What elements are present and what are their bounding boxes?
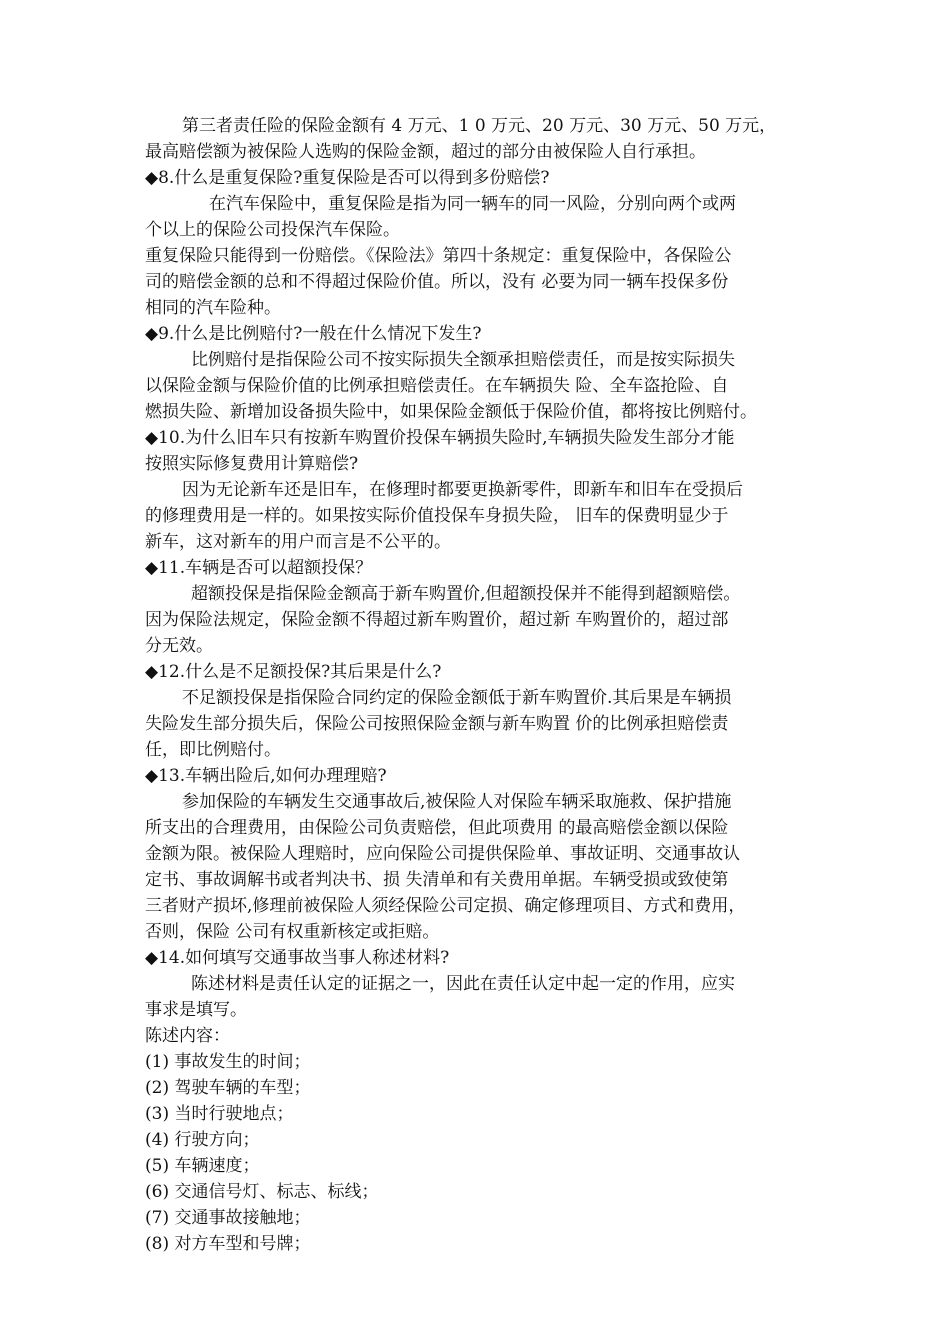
- text-line: 因为无论新车还是旧车，在修理时都要更换新零件，即新车和旧车在受损后: [182, 480, 743, 500]
- heading-line: ◆14.如何填写交通事故当事人称述材料?: [145, 948, 450, 968]
- text-line: 新车，这对新车的用户而言是不公平的。: [145, 532, 451, 552]
- heading-line: 按照实际修复费用计算赔偿?: [145, 454, 359, 474]
- text-line: 所支出的合理费用，由保险公司负责赔偿，但此项费用 的最高赔偿金额以保险: [145, 818, 729, 838]
- paragraph: [145, 971, 810, 1023]
- list-item: (5) 车辆速度；: [145, 1156, 260, 1176]
- text-line: 的修理费用是一样的。如果按实际价值投保车身损失险， 旧车的保费明显少于: [145, 506, 729, 526]
- heading-line: ◆10.为什么旧车只有按新车购置价投保车辆损失险时,车辆损失险发生部分才能: [145, 428, 735, 448]
- question-heading: [145, 555, 810, 581]
- text-line: 司的赔偿金额的总和不得超过保险价值。所以，没有 必要为同一辆车投保多份: [145, 272, 729, 292]
- heading-line: ◆13.车辆出险后,如何办理理赔?: [145, 766, 387, 786]
- paragraph: [145, 581, 810, 659]
- text-line: 陈述材料是责任认定的证据之一，因此在责任认定中起一定的作用，应实: [191, 974, 735, 994]
- question-heading: [145, 659, 810, 685]
- text-line: 最高赔偿额为被保险人选购的保险金额，超过的部分由被保险人自行承担。: [145, 142, 706, 162]
- text-line: 分无效。: [145, 636, 213, 656]
- paragraph: [145, 1023, 810, 1049]
- text-line: 因为保险法规定，保险金额不得超过新车购置价，超过新 车购置价的，超过部: [145, 610, 729, 630]
- text-line: 事求是填写。: [145, 1000, 247, 1020]
- text-line: 陈述内容：: [145, 1026, 230, 1046]
- question-heading: [145, 763, 810, 789]
- text-line: 否则，保险 公司有权重新核定或拒赔。: [145, 922, 440, 942]
- question-heading: [145, 425, 810, 477]
- text-line: 金额为限。被保险人理赔时，应向保险公司提供保险单、事故证明、交通事故认: [145, 844, 740, 864]
- text-line: 不足额投保是指保险合同约定的保险金额低于新车购置价.其后果是车辆损: [182, 688, 732, 708]
- text-line: 在汽车保险中，重复保险是指为同一辆车的同一风险，分别向两个或两: [209, 194, 736, 214]
- list-item: (2) 驾驶车辆的车型；: [145, 1078, 311, 1098]
- list-item: (1) 事故发生的时间；: [145, 1052, 311, 1072]
- paragraph: [145, 685, 810, 763]
- text-line: 重复保险只能得到一份赔偿。《保险法》第四十条规定：重复保险中，各保险公: [145, 246, 732, 266]
- paragraph: [145, 477, 810, 555]
- text-line: 燃损失险、新增加设备损失险中，如果保险金额低于保险价值，都将按比例赔付。: [145, 402, 757, 422]
- text-line: 个以上的保险公司投保汽车保险。: [145, 220, 400, 240]
- list-item: (4) 行驶方向；: [145, 1130, 260, 1150]
- list-item: (3) 当时行驶地点；: [145, 1104, 294, 1124]
- text-line: 定书、事故调解书或者判决书、损 失清单和有关费用单据。车辆受损或致使第: [145, 870, 729, 890]
- paragraph: [145, 243, 810, 321]
- paragraph: [145, 789, 810, 945]
- text-line: 相同的汽车险种。: [145, 298, 281, 318]
- question-heading: [145, 945, 810, 971]
- text-line: 三者财产损坏,修理前被保险人须经保险公司定损、确定修理项目、方式和费用，: [145, 896, 746, 916]
- text-line: 参加保险的车辆发生交通事故后,被保险人对保险车辆采取施救、保护措施: [182, 792, 732, 812]
- text-line: 比例赔付是指保险公司不按实际损失全额承担赔偿责任，而是按实际损失: [191, 350, 735, 370]
- list-item: (7) 交通事故接触地；: [145, 1208, 311, 1228]
- text-line: 以保险金额与保险价值的比例承担赔偿责任。在车辆损失 险、全车盗抢险、自: [145, 376, 729, 396]
- heading-line: ◆8.什么是重复保险?重复保险是否可以得到多份赔偿?: [145, 168, 550, 188]
- paragraph: [145, 113, 810, 165]
- question-heading: [145, 321, 810, 347]
- paragraph: [145, 347, 810, 425]
- text-line: 失险发生部分损失后，保险公司按照保险金额与新车购置 价的比例承担赔偿责: [145, 714, 729, 734]
- list-item: (6) 交通信号灯、标志、标线；: [145, 1182, 379, 1202]
- question-heading: [145, 165, 810, 191]
- text-line: 第三者责任险的保险金额有 4 万元、1 0 万元、20 万元、30 万元、50 万元，: [182, 116, 777, 136]
- text-line: 超额投保是指保险金额高于新车购置价,但超额投保并不能得到超额赔偿。: [191, 584, 741, 604]
- statement-list: [145, 1049, 810, 1257]
- text-line: 任，即比例赔付。: [145, 740, 281, 760]
- heading-line: ◆12.什么是不足额投保?其后果是什么?: [145, 662, 442, 682]
- heading-line: ◆9.什么是比例赔付?一般在什么情况下发生?: [145, 324, 482, 344]
- heading-line: ◆11.车辆是否可以超额投保？: [145, 558, 373, 578]
- document-body: [145, 113, 810, 1257]
- list-item: (8) 对方车型和号牌；: [145, 1234, 311, 1254]
- paragraph: [145, 191, 810, 243]
